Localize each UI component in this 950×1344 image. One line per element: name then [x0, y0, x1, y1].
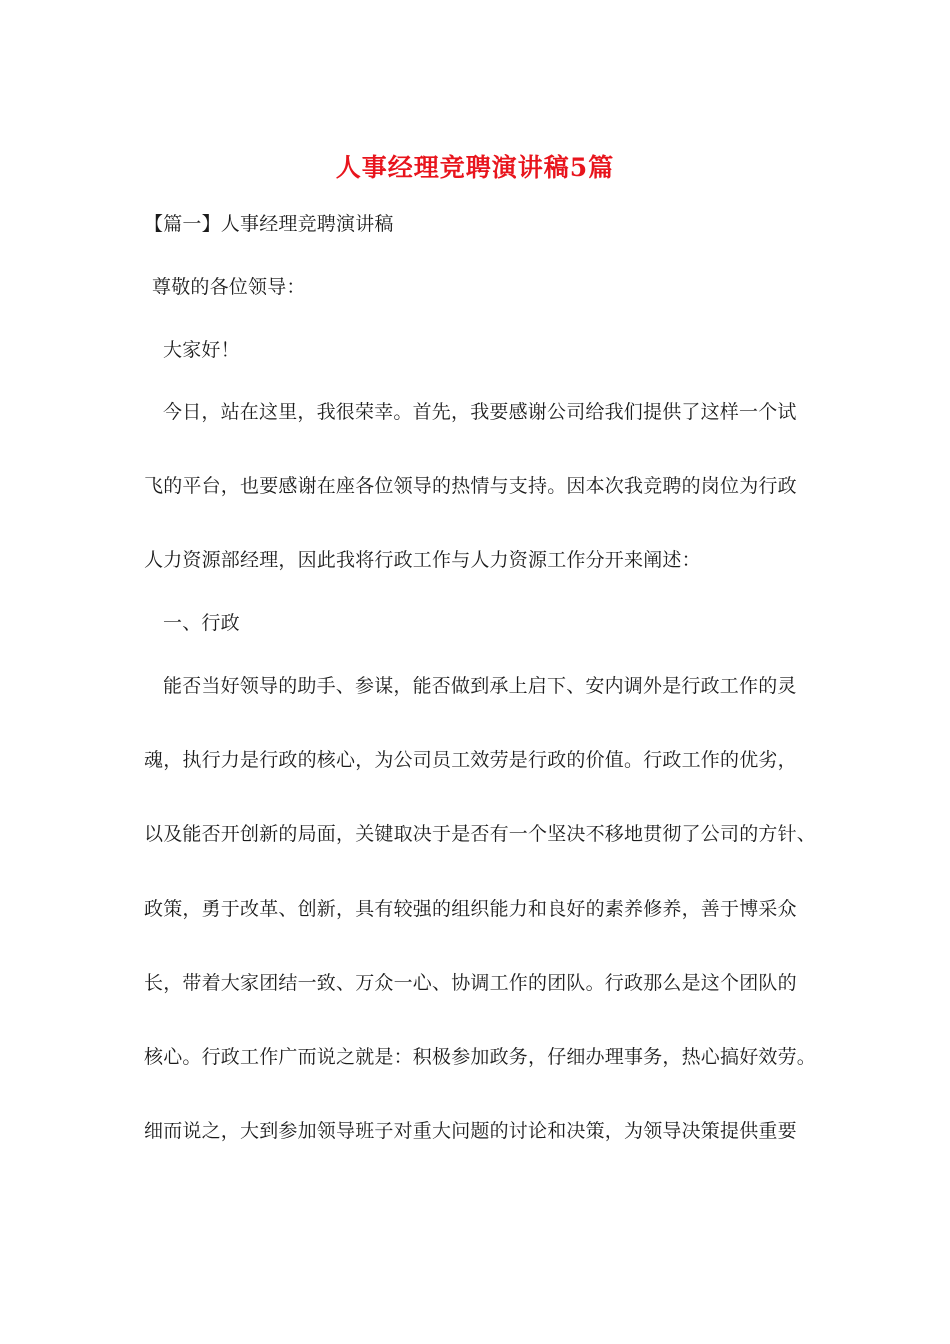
subsection-heading: 一、行政 [163, 612, 240, 634]
paragraph-line: 魂，执行力是行政的核心，为公司员工效劳是行政的价值。行政工作的优劣， [144, 749, 797, 771]
paragraph-line: 细而说之，大到参加领导班子对重大问题的讨论和决策，为领导决策提供重要 [144, 1120, 797, 1142]
document-title: 人事经理竞聘演讲稿5篇 [335, 153, 615, 182]
paragraph-line: 人力资源部经理，因此我将行政工作与人力资源工作分开来阐述： [144, 549, 701, 571]
section-heading: 【篇一】人事经理竞聘演讲稿 [144, 213, 394, 235]
paragraph-line: 能否当好领导的助手、参谋，能否做到承上启下、安内调外是行政工作的灵 [163, 675, 797, 697]
salutation-line: 尊敬的各位领导： [152, 276, 306, 298]
paragraph-line: 以及能否开创新的局面，关键取决于是否有一个坚决不移地贯彻了公司的方针、 [144, 823, 817, 845]
paragraph-line: 政策，勇于改革、创新，具有较强的组织能力和良好的素养修养，善于博采众 [144, 898, 797, 920]
paragraph-line: 长，带着大家团结一致、万众一心、协调工作的团队。行政那么是这个团队的 [144, 972, 797, 994]
paragraph-line: 飞的平台，也要感谢在座各位领导的热情与支持。因本次我竞聘的岗位为行政 [144, 475, 797, 497]
paragraph-line: 今日，站在这里，我很荣幸。首先，我要感谢公司给我们提供了这样一个试 [163, 401, 797, 423]
paragraph-line: 核心。行政工作广而说之就是：积极参加政务，仔细办理事务，热心搞好效劳。 [144, 1046, 817, 1068]
greeting-line: 大家好！ [163, 339, 240, 361]
